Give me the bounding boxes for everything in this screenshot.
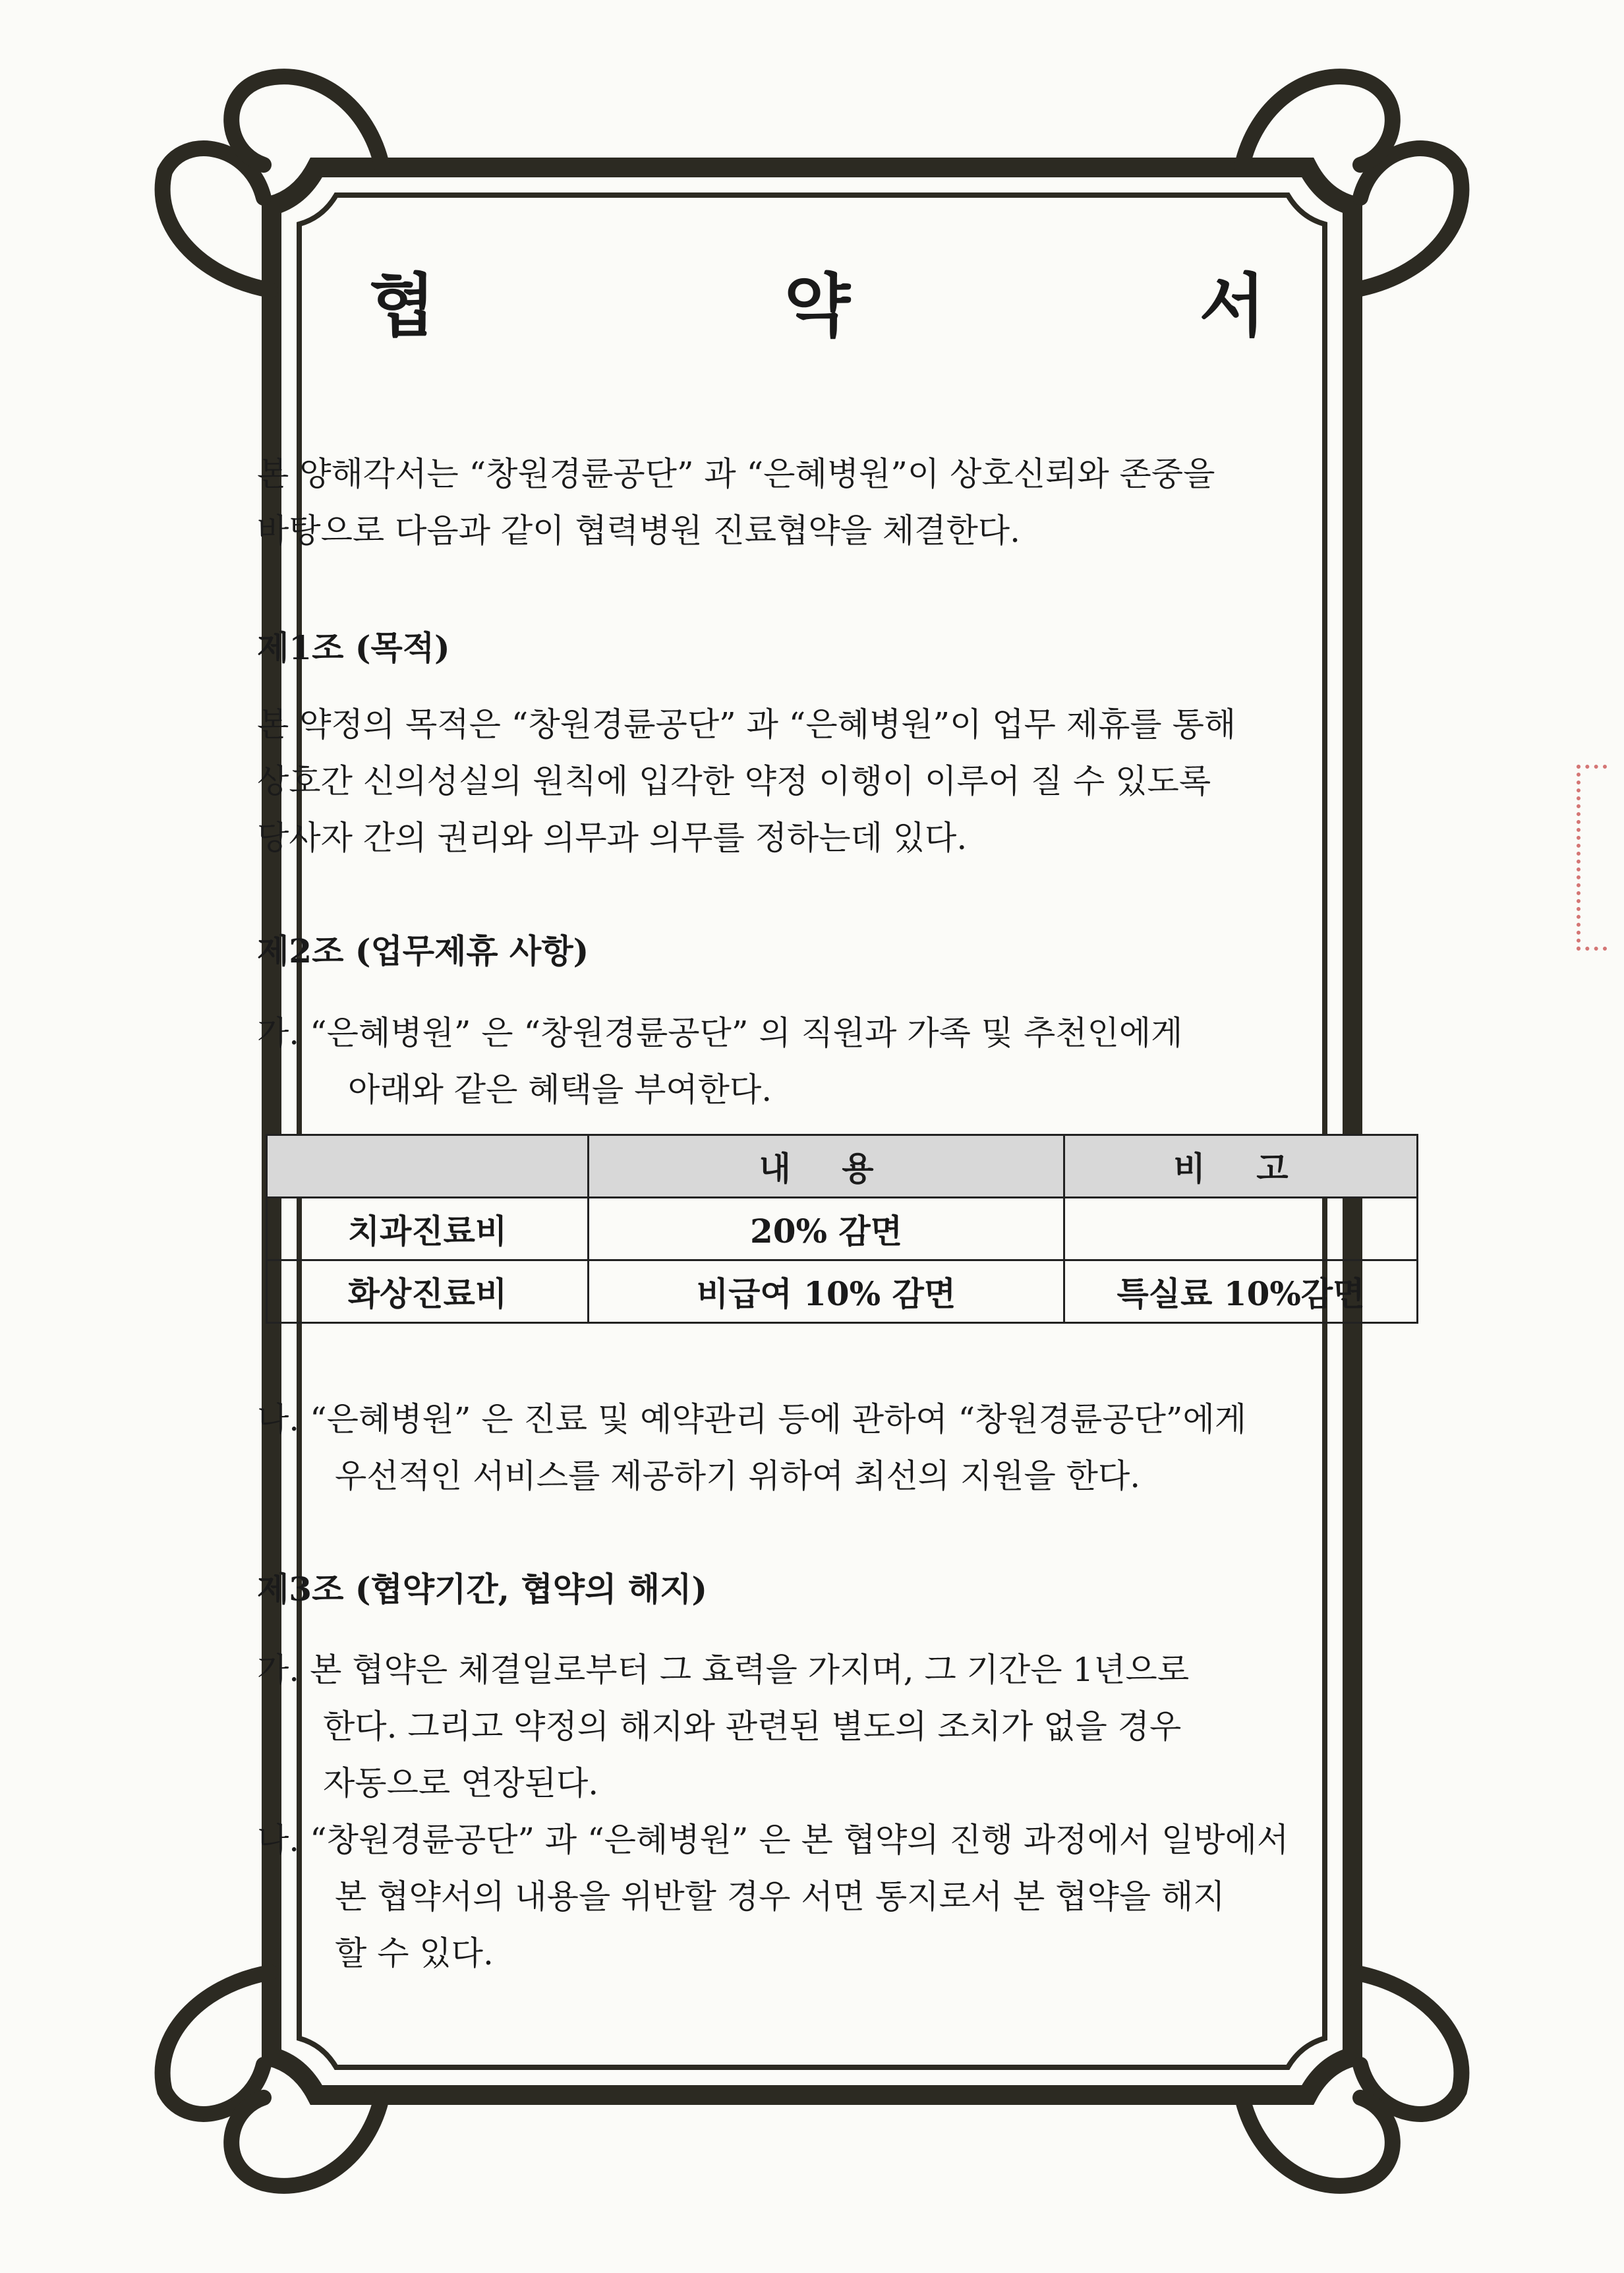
item-b-line: 나. “은혜병원” 은 진료 및 예약관리 등에 관하여 “창원경륜공단”에게 [257,1400,1247,1438]
item-a-line: 한다. 그리고 약정의 해지와 관련된 별도의 조치가 없을 경우 [323,1707,1182,1746]
article3-item-a [257,1641,1430,1812]
article1-line: 당사자 간의 권리와 의무과 의무를 정하는데 있다. [257,819,968,857]
article1-line: 본 약정의 목적은 “창원경륜공단” 과 “은혜병원”이 업무 제휴를 통해 [257,705,1236,744]
benefit-table [266,1134,1418,1324]
item-a-line: 가. 본 협약은 체결일로부터 그 효력을 가지며, 그 기간은 1년으로 [257,1651,1190,1689]
intro-line: 본 양해각서는 “창원경륜공단” 과 “은혜병원”이 상호신뢰와 존중을 [257,455,1215,493]
table-header-cell [267,1135,589,1198]
table-cell: 화상진료비 [267,1260,589,1323]
title-char: 서 [1199,265,1265,346]
item-a-line: 자동으로 연장된다. [323,1764,599,1802]
article3-item-b [257,1812,1430,1982]
item-b-line: 할 수 있다. [335,1934,494,1972]
title-char: 협 [369,265,436,346]
table-cell: 치과진료비 [267,1198,589,1260]
item-a-line: 아래와 같은 혜택을 부여한다. [348,1071,772,1109]
intro-paragraph [257,446,1430,559]
article1-heading: 제1조 (목적) [257,628,450,667]
item-b-line: 나. “창원경륜공단” 과 “은혜병원” 은 본 협약의 진행 과정에서 일방에서 [257,1821,1289,1859]
table-cell [1064,1198,1418,1260]
intro-line: 바탕으로 다음과 같이 협력병원 진료협약을 체결한다. [257,512,1020,550]
stamp-mark [1577,765,1607,951]
table-cell: 20% 감면 [589,1198,1064,1260]
title-char: 약 [784,265,851,346]
article2-item-b [257,1391,1430,1504]
article1-body [257,696,1430,866]
table-header-row [267,1135,1418,1198]
table-cell: 비급여 10% 감면 [589,1260,1064,1323]
item-b-line: 본 협약서의 내용을 위반할 경우 서면 통지로서 본 협약을 해지 [335,1877,1225,1916]
article1-line: 상호간 신의성실의 원칙에 입각한 약정 이행이 이루어 질 수 있도록 [257,762,1211,800]
table-cell: 특실료 10%감면 [1064,1260,1418,1323]
table-header-cell: 비 고 [1064,1135,1418,1198]
item-b-line: 우선적인 서비스를 제공하기 위하여 최선의 지원을 한다. [335,1457,1141,1495]
article2-item-a [257,1005,1430,1118]
item-a-line: 가. “은혜병원” 은 “창원경륜공단” 의 직원과 가족 및 추천인에게 [257,1014,1183,1052]
page-title [369,251,1265,349]
table-row [267,1198,1418,1260]
table-row [267,1260,1418,1323]
article2-heading: 제2조 (업무제휴 사항) [257,931,589,970]
article3-heading: 제3조 (협약기간, 협약의 해지) [257,1570,708,1609]
table-header-cell: 내 용 [589,1135,1064,1198]
